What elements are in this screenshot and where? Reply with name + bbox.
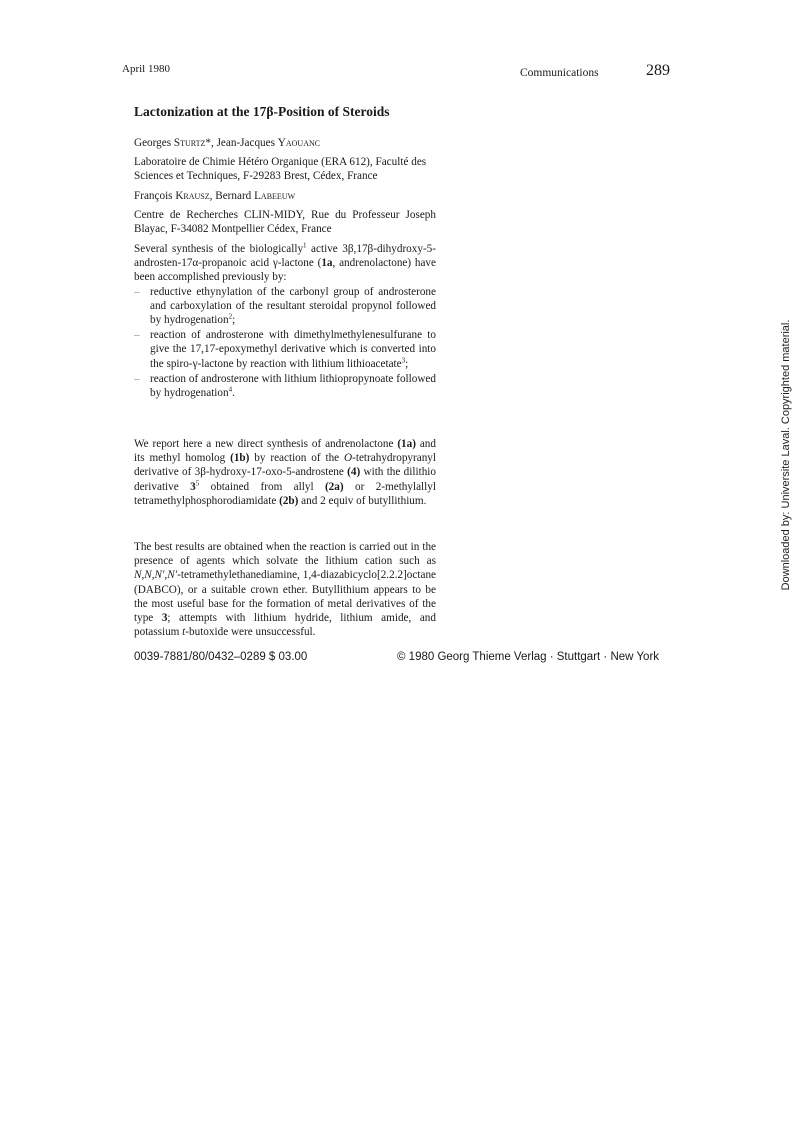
intro-section (134, 242, 436, 401)
author-first-name: Georges (134, 137, 174, 149)
reference-marker: 2 (228, 312, 233, 321)
affiliation-1: Laboratoire de Chimie Hétéro Organique (ERA 612), Faculté des Sciences et Techniques, F-29283 Brest, Cédex, France (134, 156, 427, 183)
list-item (134, 328, 436, 371)
body-text: and its methyl homolog (134, 438, 436, 465)
compound-label: 3 (190, 480, 196, 493)
author-separator: , (209, 190, 216, 202)
author-last-name: Yaouanc (277, 137, 321, 149)
body-text: ; attempts with lithium hydride, lithium amide, and potassium (134, 612, 436, 639)
download-watermark: Downloaded by: Universite Laval. Copyrighted material. (780, 319, 792, 591)
intro-text: active 3β,17β-dihydroxy-5-androsten-17α-propanoic acid γ-lactone ( (134, 243, 436, 270)
authors-line-1 (134, 136, 436, 150)
list-item-end: ; (405, 357, 409, 370)
list-item-text: reaction of androsterone with dimethylmethylenesulfurane to give the 17,17-epoxymethyl derivative which is converted into the spiro-γ-lactone by reaction with lithium lithioacetate (150, 329, 436, 370)
body-text: obtained from allyl (199, 480, 325, 493)
italic-text: t (182, 626, 186, 639)
body-text: or 2-methylallyl tetramethylphosphorodiamidate (134, 480, 436, 507)
intro-paragraph (134, 242, 436, 285)
article-title: Lactonization at the 17β-Position of Steroids (134, 104, 390, 119)
reference-marker: 5 (195, 478, 200, 487)
italic-text: N,N,N′,N′ (134, 569, 178, 582)
compound-label: (2b) (279, 494, 299, 507)
footer-publisher: © 1980 Georg Thieme Verlag · Stuttgart · New York (397, 651, 660, 663)
reference-marker: 3 (401, 355, 406, 364)
body-text: with the dilithio derivative (134, 466, 436, 493)
author-separator: , (210, 137, 217, 149)
affiliation-2: Centre de Recherches CLIN-MIDY, Rue du Professeur Joseph Blayac, F-34082 Montpellier Cédex, France (134, 209, 436, 236)
compound-label: (1b) (230, 452, 250, 465)
body-text: by reaction of the (249, 452, 345, 465)
list-item (134, 372, 436, 400)
list-item-text: reductive ethynylation of the carbonyl group of androsterone and carboxylation of the resultant steroidal propynol followed by hydrogenation (150, 285, 436, 327)
intro-text: Several synthesis of the biologically (134, 243, 304, 255)
intro-text: , andrenolactone) have been accomplished previously by: (134, 257, 436, 284)
author-last-name: Labeeuw (254, 190, 296, 202)
header-date: April 1980 (122, 63, 170, 75)
compound-label: (1a) (397, 438, 416, 450)
body-text: -butoxide were unsuccessful. (185, 626, 316, 639)
author-first-name: François (134, 190, 176, 202)
author-last-name: Krausz (175, 190, 210, 202)
body-text: The best results are obtained when the reaction is carried out in the presence of agents which solvate the lithium cation such as (134, 541, 436, 568)
list-item-text: reaction of androsterone with lithium lithiopropynoate followed by hydrogenation (150, 372, 436, 400)
body-text: and 2 equiv of butyllithium. (298, 494, 427, 507)
corresponding-mark: * (205, 137, 211, 149)
authors-line-2 (134, 189, 436, 203)
list-item-end: . (232, 387, 235, 400)
compound-label: 3 (161, 612, 168, 625)
header-page-number: 289 (646, 62, 670, 79)
list-item-end: ; (232, 314, 236, 327)
list-dash: – (134, 285, 140, 298)
list-item (134, 285, 436, 328)
list-dash: – (134, 329, 140, 342)
reference-marker: 4 (228, 385, 233, 394)
header-journal: Communications (520, 67, 599, 79)
body-text: We report here a new direct synthesis of andrenolactone (134, 438, 398, 450)
body-text: -tetrahydropyranyl derivative of 3β-hydroxy-17-oxo-5-androstene (134, 452, 436, 479)
italic-text: O (344, 452, 353, 465)
list-dash: – (134, 372, 140, 385)
results-paragraph (134, 540, 436, 639)
compound-label: (2a) (324, 480, 344, 493)
author-first-name: Jean-Jacques (216, 137, 278, 149)
body-text: -tetramethylethanediamine, 1,4-diazabicyclo[2.2.2]octane (DABCO), or a suitable crown ether. Butyllithium appears to be the most useful base for the formation of metal derivatives of the type (134, 569, 436, 625)
report-paragraph (134, 437, 436, 508)
compound-label: (4) (347, 466, 361, 479)
author-last-name: Sturtz (173, 137, 206, 149)
author-first-name: Bernard (215, 190, 255, 202)
footer-issn-code: 0039-7881/80/0432–0289 $ 03.00 (134, 651, 308, 663)
compound-label: 1a (321, 257, 333, 270)
methods-list (134, 285, 436, 401)
reference-marker: 1 (303, 241, 307, 250)
